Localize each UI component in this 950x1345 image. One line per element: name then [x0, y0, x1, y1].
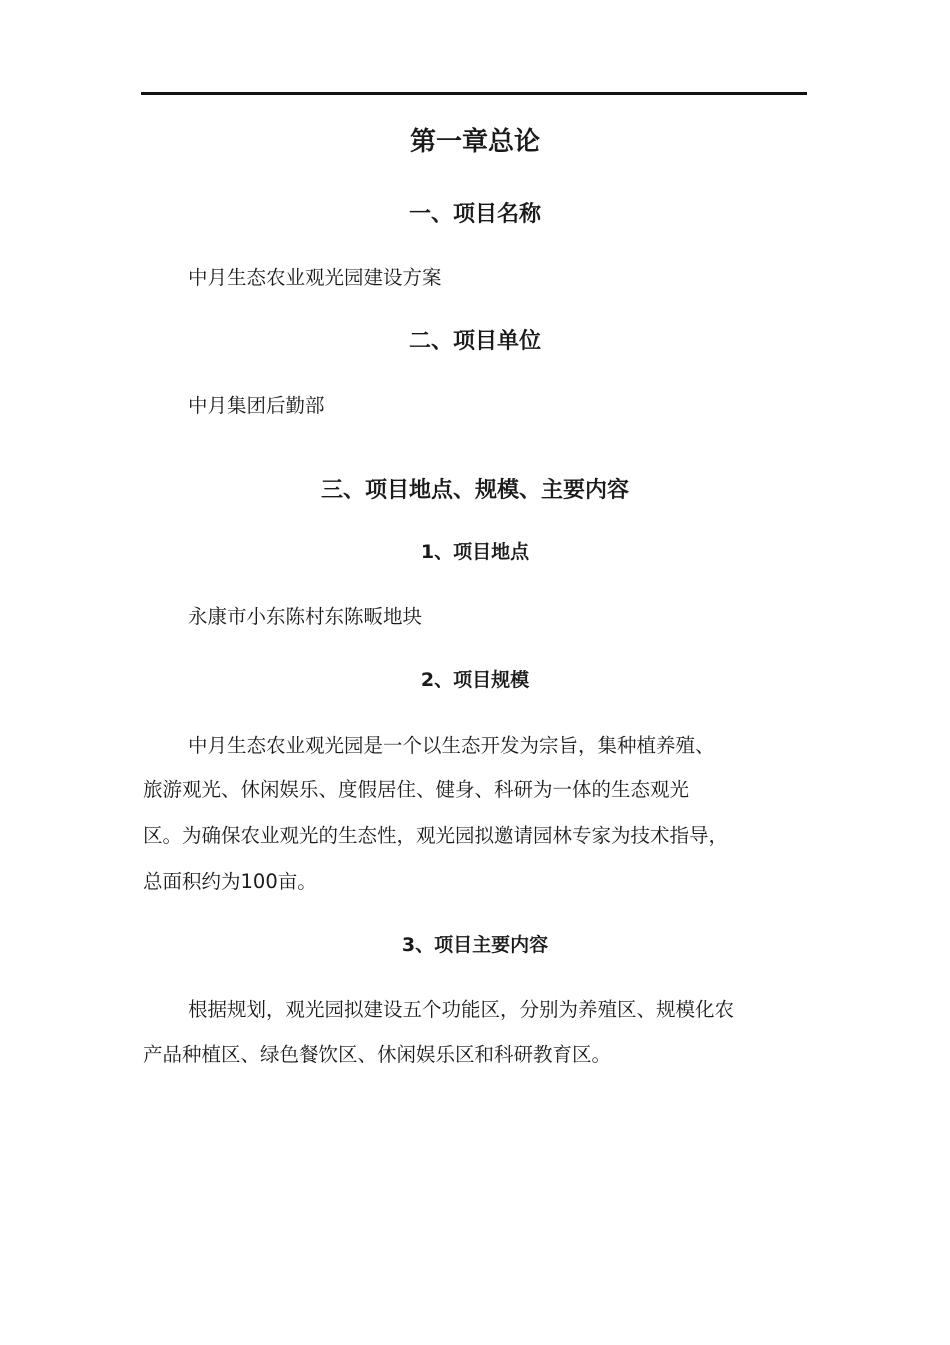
section-heading-location-scale-content: 三、项目地点、规模、主要内容 [320, 478, 629, 503]
scale-line-1: 中月生态农业观光园是一个以生态开发为宗旨，集种植养殖、 [188, 734, 715, 757]
subheading-scale: 2、项目规模 [420, 669, 530, 691]
location-text: 永康市小东陈村东陈畈地块 [188, 605, 423, 628]
chapter-title: 第一章总论 [409, 127, 540, 157]
subheading-location: 1、项目地点 [420, 541, 530, 563]
scale-line-4: 总面积约为100亩。 [143, 870, 317, 893]
scale-line-2: 旅游观光、休闲娱乐、度假居住、健身、科研为一体的生态观光 [143, 778, 690, 801]
header-rule [141, 92, 807, 95]
section-heading-name: 一、项目名称 [408, 202, 541, 227]
content-line-1: 根据规划，观光园拟建设五个功能区，分别为养殖区、规模化农 [188, 998, 735, 1021]
section-heading-unit: 二、项目单位 [408, 329, 541, 354]
scale-line-3: 区。为确保农业观光的生态性，观光园拟邀请园林专家为技术指导， [143, 824, 729, 847]
project-unit-text: 中月集团后勤部 [188, 394, 325, 417]
project-name-text: 中月生态农业观光园建设方案 [188, 266, 442, 289]
content-line-2: 产品种植区、绿色餐饮区、休闲娱乐区和科研教育区。 [143, 1043, 612, 1066]
subheading-main-content: 3、项目主要内容 [401, 934, 549, 956]
